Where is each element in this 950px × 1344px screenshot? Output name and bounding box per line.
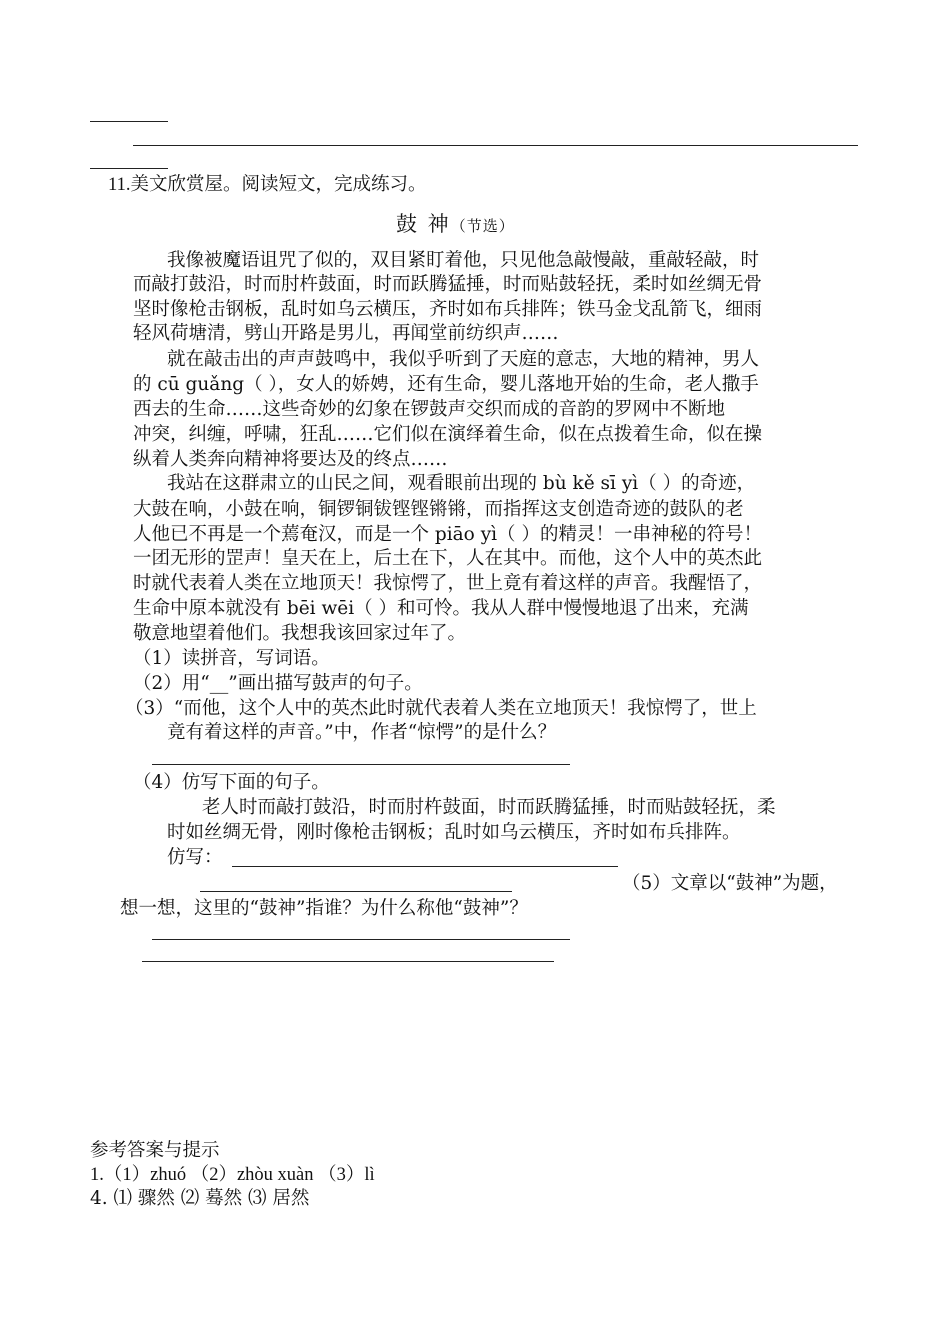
p3-line-1: 我站在这群肃立的山民之间，观看眼前出现的 bù kě sī yì（ ）的奇迹， [167, 473, 756, 494]
question-header [108, 173, 426, 197]
question-number: 11. [108, 175, 131, 195]
p3-line-2: 大鼓在响，小鼓在响，铜锣铜钹铿铿锵锵，而指挥这支创造奇迹的鼓队的老 [133, 499, 744, 520]
answer-line-top-short-2[interactable] [90, 168, 168, 169]
answer-line-q5-2[interactable] [142, 961, 554, 962]
p2-line-5: 纵着人类奔向精神将要达及的终点…… [133, 449, 448, 470]
answer-4: 4. ⑴ 骤然 ⑵ 蓦然 ⑶ 居然 [90, 1188, 310, 1209]
answer-1: 1.（1）zhuó （2）zhòu xuàn （3）lì [90, 1165, 375, 1185]
question-3-line-2: 竟有着这样的声音。”中，作者“惊愕”的是什么？ [167, 722, 557, 743]
p1-line-3: 坚时像枪击钢板，乱时如乌云横压，齐时如布兵排阵；铁马金戈乱箭飞，细雨 [133, 299, 763, 320]
p3-line-7: 敬意地望着他们。我想我该回家过年了。 [133, 623, 467, 644]
title-note: （节选） [450, 217, 515, 235]
answer-line-q4-2[interactable] [200, 891, 512, 892]
title-text: 鼓 神 [396, 212, 451, 236]
p1-line-4: 轻风荷塘清，劈山开路是男儿，再闻堂前纺织声…… [133, 323, 559, 344]
question-2-pre: （2）用“ [133, 673, 210, 694]
answers-heading: 参考答案与提示 [90, 1140, 220, 1161]
question-2-post: ”画出描写鼓声的句子。 [228, 673, 423, 694]
answer-line-q5-1[interactable] [152, 939, 570, 940]
p1-line-1: 我像被魔语诅咒了似的，双目紧盯着他，只见他急敲慢敲，重敲轻敲，时 [167, 250, 760, 271]
p1-line-2: 而敲打鼓沿，时而肘杵鼓面，时而跃腾猛捶，时而贴鼓轻抚，柔时如丝绸无骨 [133, 274, 763, 295]
p3-line-4: 一团无形的罡声！皇天在上，后土在下，人在其中。而他，这个人中的英杰此 [133, 548, 763, 569]
question-2 [133, 672, 423, 696]
question-4-example-1: 老人时而敲打鼓沿，时而肘杵鼓面，时而跃腾猛捶，时而贴鼓轻抚，柔 [202, 797, 776, 818]
passage-title [396, 208, 515, 238]
question-5-line-2: 想一想，这里的“鼓神”指谁？为什么称他“鼓神”？ [120, 898, 528, 919]
p3-line-5: 时就代表着人类在立地顶天！我惊愕了，世上竟有着这样的声音。我醒悟了， [133, 573, 763, 594]
p2-line-1: 就在敲击出的声声鼓鸣中，我似乎听到了天庭的意志，大地的精神，男人 [167, 349, 760, 370]
p3-line-3: 人他已不再是一个蔫奄汉，而是一个 piāo yì（ ）的精灵！一串神秘的符号！ [133, 524, 762, 545]
p2-line-3: 西去的生命……这些奇妙的幻象在锣鼓声交织而成的音韵的罗网中不断地 [133, 399, 726, 420]
question-5-line-1: （5）文章以“鼓神”为题， [622, 873, 838, 894]
question-4-example-2: 时如丝绸无骨，刚时像枪击钢板；乱时如乌云横压，齐时如布兵排阵。 [167, 822, 741, 843]
question-1: （1）读拼音，写词语。 [133, 648, 330, 669]
question-4: （4）仿写下面的句子。 [133, 772, 330, 793]
question-3-line-1: （3）“而他，这个人中的英杰此时就代表着人类在立地顶天！我惊愕了，世上 [125, 698, 757, 719]
answer-line-top-short[interactable] [90, 121, 168, 122]
answer-line-top-long[interactable] [133, 145, 858, 146]
p2-line-4: 冲突，纠缠，呼啸，狂乱……它们似在演绎着生命，似在点拨着生命，似在操 [133, 424, 763, 445]
p3-line-6: 生命中原本就没有 bēi wēi（ ）和可怜。我从人群中慢慢地退了出来，充满 [133, 598, 749, 619]
answer-line-q4-1[interactable] [232, 866, 618, 867]
answer-line-q3[interactable] [152, 764, 570, 765]
question-intro: 美文欣赏屋。阅读短文，完成练习。 [130, 174, 427, 195]
p2-line-2: 的 cū guǎng（ ），女人的娇娉，还有生命，婴儿落地开始的生命，老人撒手 [133, 374, 759, 395]
underline-mark: __ [209, 673, 229, 694]
question-4-prompt: 仿写： [167, 847, 223, 868]
